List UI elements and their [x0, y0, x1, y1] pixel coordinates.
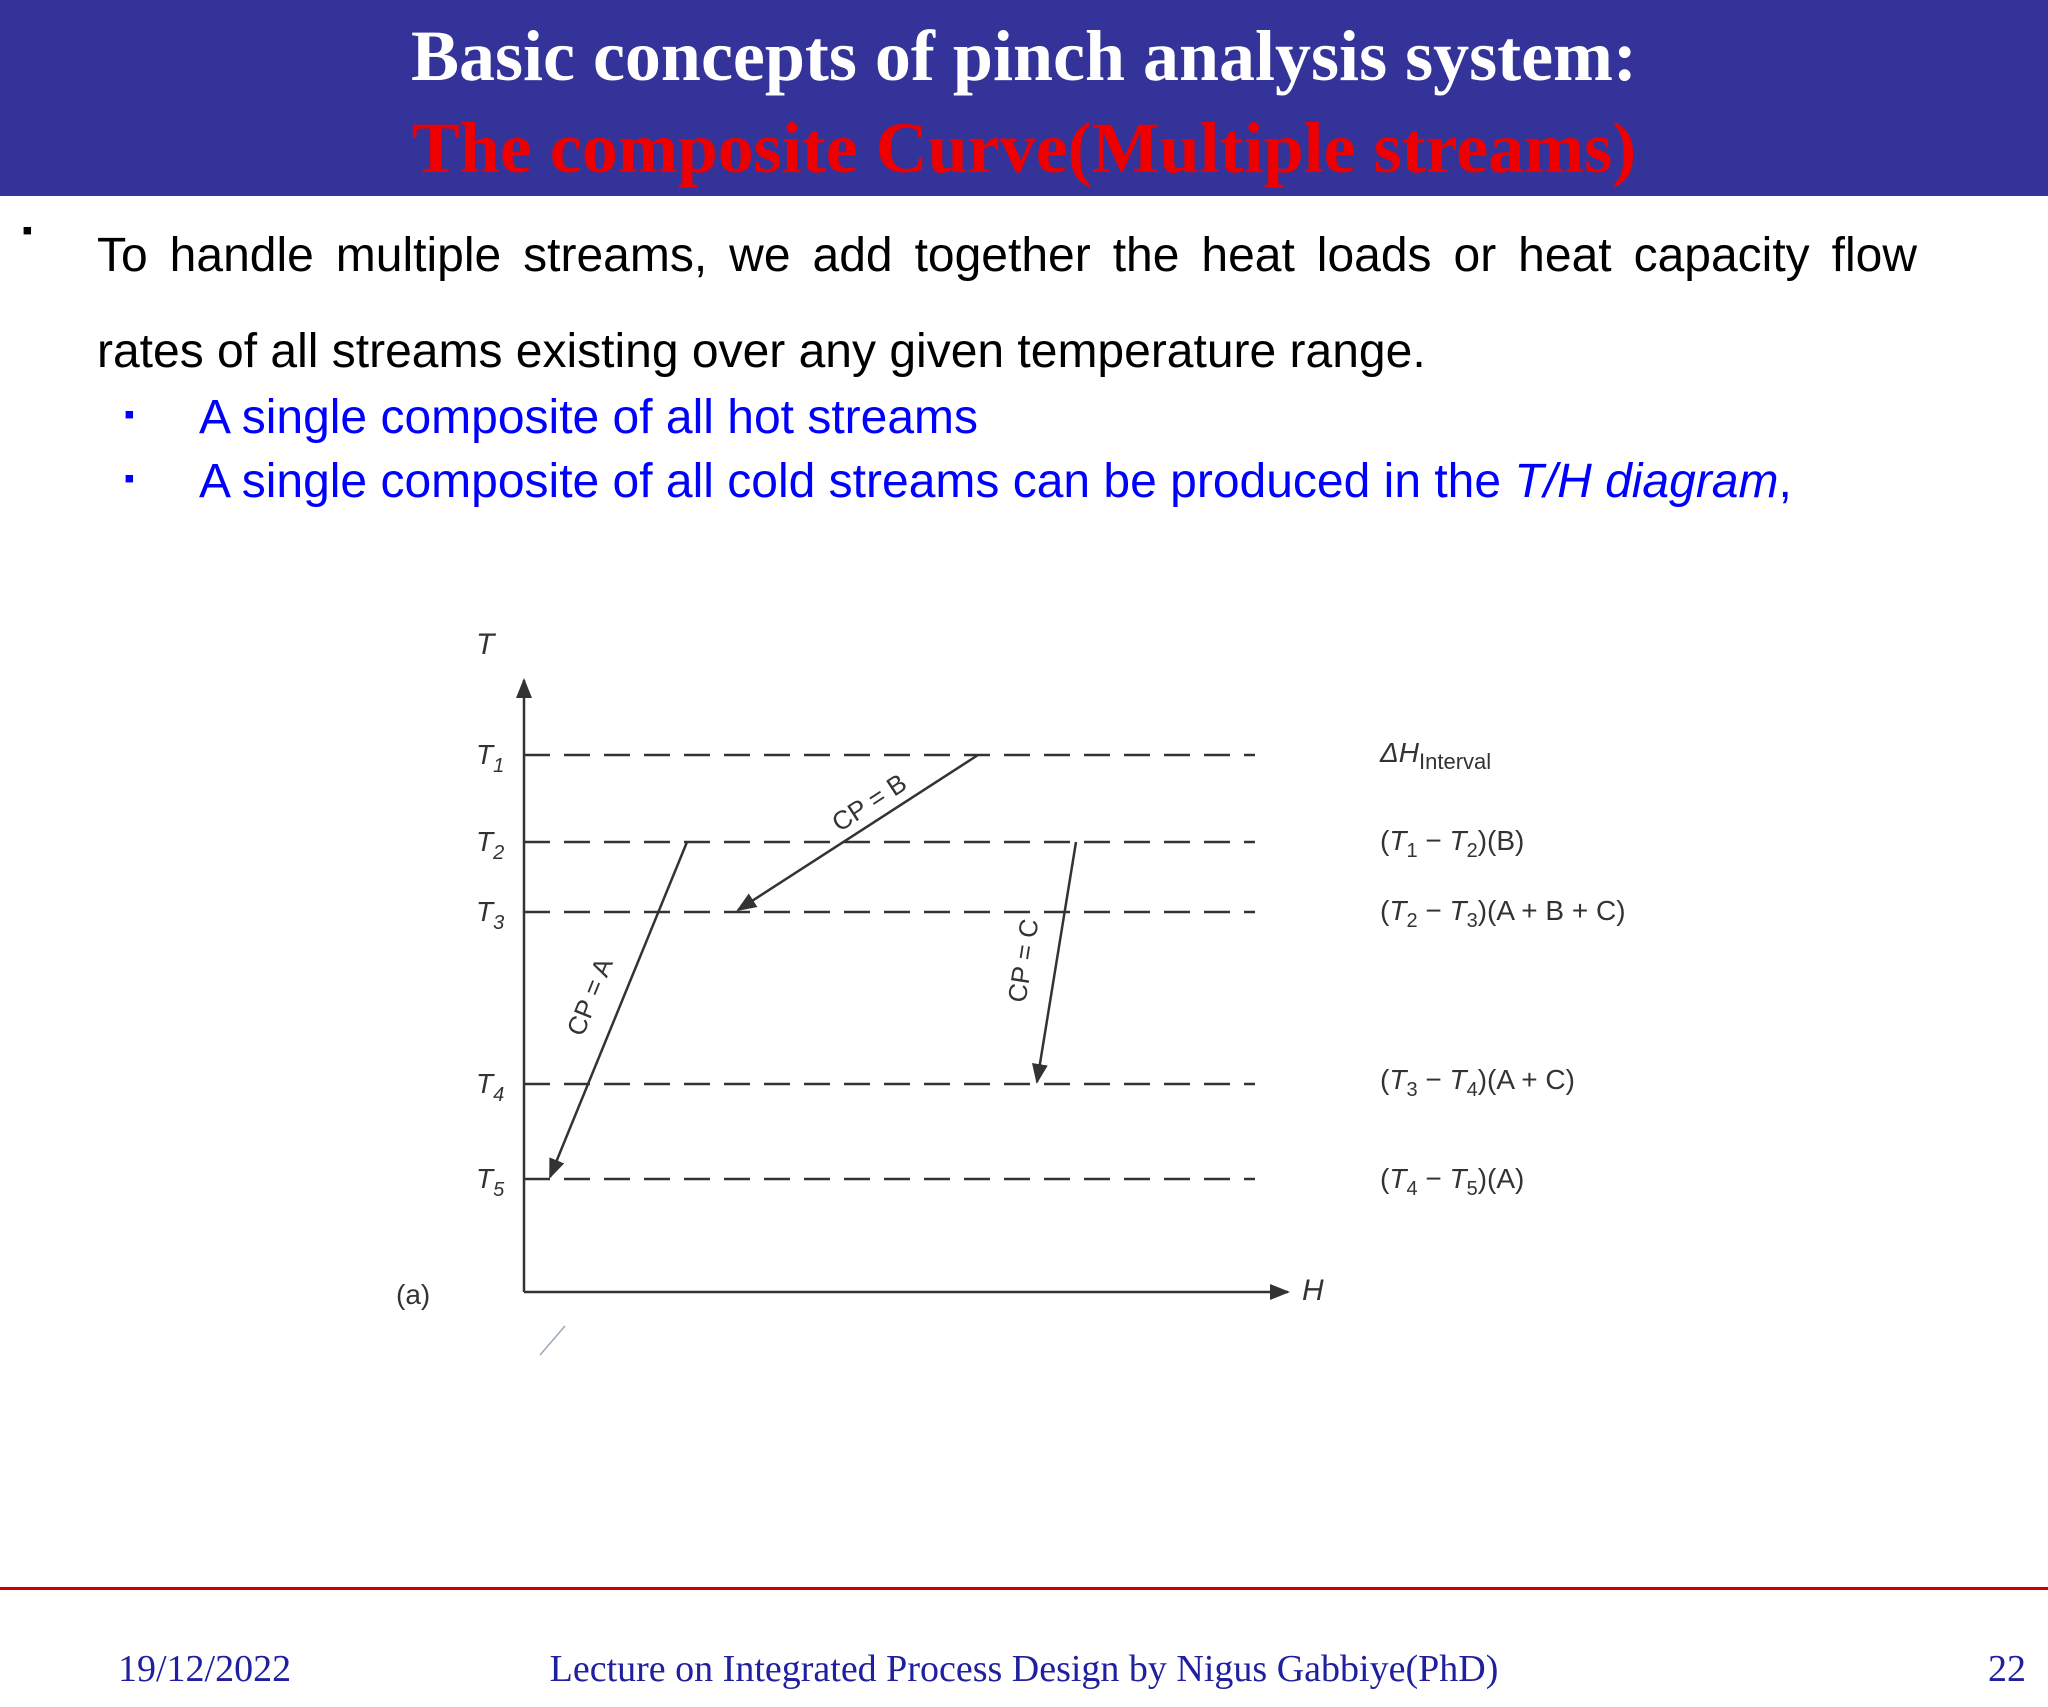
square-bullet-icon: ▪: [124, 398, 135, 431]
footer-divider: [0, 1587, 2048, 1590]
level-label-t2: $T_2$: [476, 826, 505, 864]
footer-date: 19/12/2022: [118, 1648, 292, 1690]
stream-c-label: CP = C: [1001, 916, 1045, 1005]
main-bullet-text: To handle multiple streams, we add together the heat loads or heat capacity flow rates of all streams existing over any given temperature range.: [97, 229, 1917, 378]
page-number: 22: [1988, 1648, 2026, 1690]
stray-mark: [540, 1326, 565, 1355]
y-axis-label: T: [476, 628, 495, 661]
level-label-t1: $T_1$: [476, 739, 505, 777]
interval-label-1: $(T_1 - T_2)(B)$: [1380, 825, 1525, 862]
sub-bullet-hot: A single composite of all hot streams: [199, 391, 979, 444]
footer-lecture-title: Lecture on Integrated Process Design by Nigus Gabbiye(PhD): [549, 1648, 1499, 1690]
slide-title: Basic concepts of pinch analysis system:: [410, 16, 1638, 96]
sub-bullet-cold: [199, 450, 1917, 514]
level-label-t4: $T_4$: [476, 1068, 505, 1106]
interval-label-2: $(T_2 - T_3)(A + B + C)$: [1380, 895, 1626, 932]
square-bullet-icon: ▪: [22, 214, 33, 247]
interval-header: $\Delta H_{Interval}$: [1380, 737, 1492, 774]
composite-curve-diagram: [380, 610, 1740, 1380]
interval-label-3: $(T_3 - T_4)(A + C)$: [1380, 1064, 1575, 1101]
stream-a-label: CP = A: [560, 953, 619, 1040]
level-label-t5: $T_5$: [476, 1163, 505, 1201]
slide-subtitle: The composite Curve(Multiple streams): [411, 108, 1637, 188]
square-bullet-icon: ▪: [124, 462, 135, 495]
x-axis-label: H: [1302, 1274, 1324, 1307]
slide-header: [0, 0, 2048, 196]
interval-label-4: $(T_4 - T_5)(A)$: [1380, 1163, 1525, 1200]
level-label-t3: $T_3$: [476, 896, 505, 934]
temperature-levels: [524, 755, 1255, 1179]
stream-b-arrow: [738, 755, 978, 910]
stream-b-label: CP = B: [826, 767, 912, 838]
sub-bullet-cold-end: ,: [1778, 455, 1792, 508]
panel-label: (a): [396, 1279, 431, 1310]
stream-c-arrow: [1037, 842, 1076, 1082]
sub-bullet-cold-italic: T/H diagram: [1514, 455, 1779, 508]
sub-bullet-cold-text: A single composite of all cold streams can be produced in the: [199, 455, 1515, 508]
